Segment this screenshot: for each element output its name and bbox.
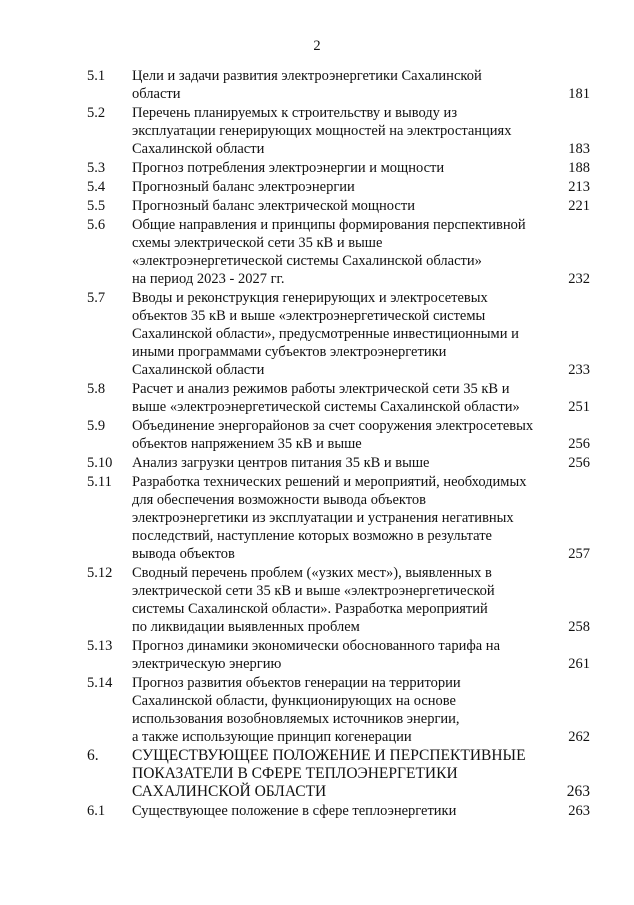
toc-entry bbox=[87, 417, 593, 453]
toc-entry-title bbox=[132, 564, 551, 636]
toc-entry-title-line: Сахалинской области», предусмотренные инвестиционными и bbox=[132, 326, 519, 342]
toc-entry bbox=[87, 197, 593, 215]
toc-entry-title-line: Вводы и реконструкция генерирующих и электросетевых bbox=[132, 290, 488, 306]
toc-entry bbox=[87, 747, 593, 801]
toc-entry-title-line: системы Сахалинской области». Разработка мероприятий bbox=[132, 601, 488, 617]
toc-entry bbox=[87, 454, 593, 472]
toc-entry-title-line: Сахалинской области, функционирующих на основе bbox=[132, 693, 456, 709]
toc-entry-number: 5.1 bbox=[87, 68, 106, 84]
toc-entry-title-line: Сводный перечень проблем («узких мест»), выявленных в bbox=[132, 565, 492, 581]
toc-entry-page: 262 bbox=[568, 729, 590, 745]
toc-entry-title bbox=[132, 104, 551, 158]
toc-entry-page: 261 bbox=[568, 656, 590, 672]
toc-entry-title-line: Существующее положение в сфере теплоэнергетики bbox=[132, 803, 457, 819]
toc-entry-number: 6. bbox=[87, 747, 99, 764]
table-of-contents bbox=[87, 67, 593, 821]
toc-entry-title-line: выше «электроэнергетической системы Сахалинской области» bbox=[132, 399, 520, 415]
toc-entry-title-line: Прогноз развития объектов генерации на территории bbox=[132, 675, 461, 691]
toc-entry-number: 5.12 bbox=[87, 565, 113, 581]
toc-entry bbox=[87, 674, 593, 746]
toc-entry-title bbox=[132, 473, 551, 563]
toc-entry bbox=[87, 159, 593, 177]
toc-entry-page: 257 bbox=[568, 546, 590, 562]
toc-entry bbox=[87, 380, 593, 416]
toc-entry bbox=[87, 289, 593, 379]
toc-entry-title-line: области bbox=[132, 86, 181, 102]
toc-entry-title-line: Анализ загрузки центров питания 35 кВ и выше bbox=[132, 455, 430, 471]
toc-entry-title-line: объектов напряжением 35 кВ и выше bbox=[132, 436, 362, 452]
toc-entry bbox=[87, 216, 593, 288]
toc-entry-title-line: электрической сети 35 кВ и выше «электроэнергетической bbox=[132, 583, 495, 599]
toc-entry-title-line: по ликвидации выявленных проблем bbox=[132, 619, 360, 635]
toc-entry bbox=[87, 104, 593, 158]
toc-entry-page: 232 bbox=[568, 271, 590, 287]
toc-entry-number: 5.4 bbox=[87, 179, 106, 195]
toc-entry-title-line: Прогнозный баланс электроэнергии bbox=[132, 179, 355, 195]
toc-entry-page: 233 bbox=[568, 362, 590, 378]
toc-entry-title-line: Сахалинской области bbox=[132, 362, 265, 378]
toc-entry-title-line: последствий, наступление которых возможно в результате bbox=[132, 528, 492, 544]
toc-entry-title-line: Общие направления и принципы формирования перспективной bbox=[132, 217, 526, 233]
toc-entry-page: 256 bbox=[568, 455, 590, 471]
toc-entry bbox=[87, 473, 593, 563]
toc-entry-title bbox=[132, 674, 551, 746]
toc-entry-title-line: электроэнергетики из эксплуатации и устранения негативных bbox=[132, 510, 514, 526]
toc-entry bbox=[87, 564, 593, 636]
toc-entry-title-line: СУЩЕСТВУЮЩЕЕ ПОЛОЖЕНИЕ И ПЕРСПЕКТИВНЫЕ bbox=[132, 747, 526, 764]
toc-entry-title-line: на период 2023 - 2027 гг. bbox=[132, 271, 285, 287]
toc-entry-page: 183 bbox=[568, 141, 590, 157]
toc-entry-title bbox=[132, 747, 551, 801]
page-number: 2 bbox=[313, 38, 321, 54]
toc-entry-page: 221 bbox=[568, 198, 590, 214]
toc-entry bbox=[87, 637, 593, 673]
toc-entry-number: 5.6 bbox=[87, 217, 106, 233]
toc-entry-page: 213 bbox=[568, 179, 590, 195]
toc-entry bbox=[87, 178, 593, 196]
toc-entry-title-line: САХАЛИНСКОЙ ОБЛАСТИ bbox=[132, 783, 327, 800]
toc-entry-title-line: схемы электрической сети 35 кВ и выше bbox=[132, 235, 383, 251]
toc-entry-page: 181 bbox=[568, 86, 590, 102]
toc-entry-title-line: вывода объектов bbox=[132, 546, 235, 562]
toc-entry-number: 5.5 bbox=[87, 198, 106, 214]
toc-entry-title-line: использования возобновляемых источников энергии, bbox=[132, 711, 460, 727]
toc-entry-title-line: электрическую энергию bbox=[132, 656, 282, 672]
toc-entry-title bbox=[132, 802, 551, 820]
toc-entry-title bbox=[132, 289, 551, 379]
toc-entry-page: 263 bbox=[568, 803, 590, 819]
toc-entry-number: 5.10 bbox=[87, 455, 113, 471]
toc-entry-title-line: Прогноз потребления электроэнергии и мощности bbox=[132, 160, 445, 176]
toc-entry-title-line: Объединение энергорайонов за счет сооружения электросетевых bbox=[132, 418, 534, 434]
toc-entry-page: 188 bbox=[568, 160, 590, 176]
toc-entry-title bbox=[132, 197, 551, 215]
toc-entry-number: 5.11 bbox=[87, 474, 112, 490]
toc-entry-title-line: эксплуатации генерирующих мощностей на электростанциях bbox=[132, 123, 512, 139]
toc-entry-number: 5.9 bbox=[87, 418, 106, 434]
toc-entry-number: 5.13 bbox=[87, 638, 113, 654]
toc-entry-title bbox=[132, 454, 551, 472]
toc-entry-number: 5.14 bbox=[87, 675, 113, 691]
toc-entry-title bbox=[132, 417, 551, 453]
toc-entry-title-line: Цели и задачи развития электроэнергетики Сахалинской bbox=[132, 68, 482, 84]
toc-entry-title-line: Разработка технических решений и мероприятий, необходимых bbox=[132, 474, 527, 490]
toc-entry-title-line: а также использующие принцип когенерации bbox=[132, 729, 412, 745]
toc-entry-number: 5.7 bbox=[87, 290, 106, 306]
toc-entry-number: 5.2 bbox=[87, 105, 106, 121]
toc-entry-title bbox=[132, 637, 551, 673]
toc-entry bbox=[87, 802, 593, 820]
toc-entry-title bbox=[132, 67, 551, 103]
toc-entry-title bbox=[132, 380, 551, 416]
toc-entry-title-line: Расчет и анализ режимов работы электрической сети 35 кВ и bbox=[132, 381, 510, 397]
toc-entry-number: 5.8 bbox=[87, 381, 106, 397]
toc-entry-title-line: иными программами субъектов электроэнергетики bbox=[132, 344, 447, 360]
toc-entry-number: 5.3 bbox=[87, 160, 106, 176]
toc-entry bbox=[87, 67, 593, 103]
toc-entry-title-line: объектов 35 кВ и выше «электроэнергетической системы bbox=[132, 308, 486, 324]
toc-entry-page: 258 bbox=[568, 619, 590, 635]
toc-entry-title-line: ПОКАЗАТЕЛИ В СФЕРЕ ТЕПЛОЭНЕРГЕТИКИ bbox=[132, 765, 458, 782]
toc-entry-title-line: Прогнозный баланс электрической мощности bbox=[132, 198, 415, 214]
toc-entry-title-line: для обеспечения возможности вывода объектов bbox=[132, 492, 426, 508]
toc-entry-title-line: Прогноз динамики экономически обоснованного тарифа на bbox=[132, 638, 501, 654]
toc-entry-title bbox=[132, 216, 551, 288]
toc-entry-title-line: Сахалинской области bbox=[132, 141, 265, 157]
toc-entry-title bbox=[132, 178, 551, 196]
toc-entry-page: 251 bbox=[568, 399, 590, 415]
toc-entry-title-line: «электроэнергетической системы Сахалинской области» bbox=[132, 253, 482, 269]
toc-entry-number: 6.1 bbox=[87, 803, 106, 819]
toc-entry-title-line: Перечень планируемых к строительству и выводу из bbox=[132, 105, 458, 121]
toc-entry-title bbox=[132, 159, 551, 177]
toc-entry-page: 263 bbox=[566, 783, 590, 800]
toc-entry-page: 256 bbox=[568, 436, 590, 452]
